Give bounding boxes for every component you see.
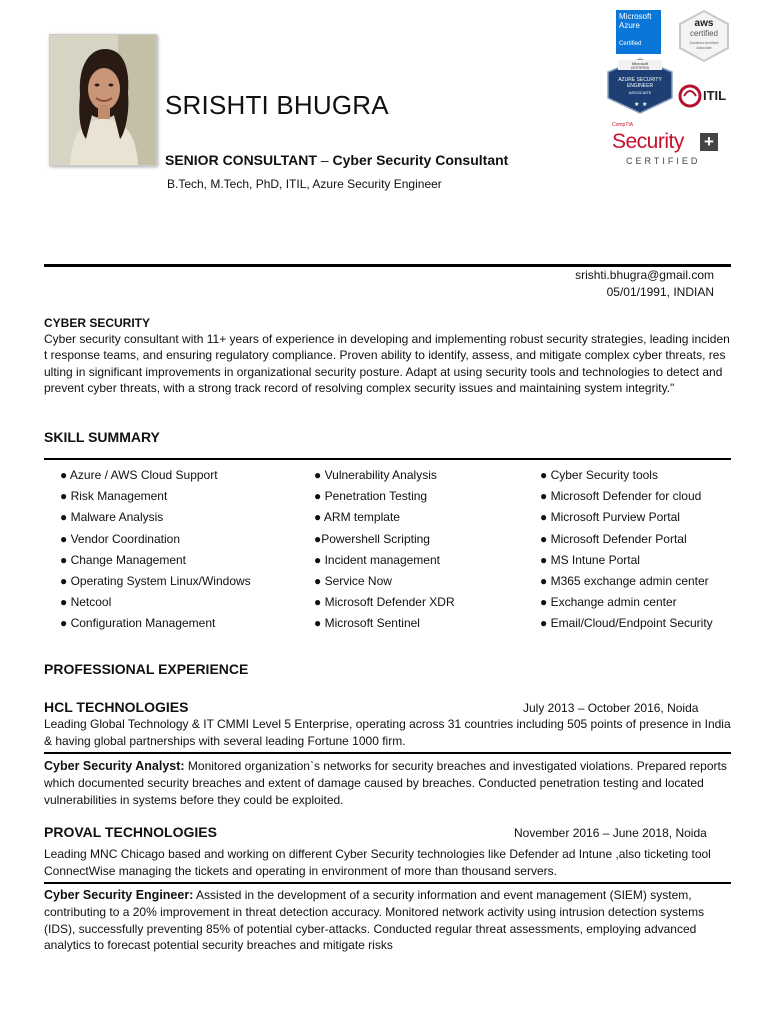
- skill-item: ● Service Now: [314, 573, 392, 588]
- company-name: PROVAL TECHNOLOGIES: [44, 824, 217, 840]
- degrees: B.Tech, M.Tech, PhD, ITIL, Azure Security Engineer: [167, 177, 442, 191]
- skill-item: ● Configuration Management: [60, 616, 216, 631]
- comptia-line3: +: [700, 133, 718, 151]
- comptia-line1: CompTIA: [612, 122, 634, 128]
- title-separator: –: [316, 152, 333, 168]
- skill-item: ● Email/Cloud/Endpoint Security: [540, 616, 713, 631]
- skill-item: ● ARM template: [314, 510, 400, 525]
- experience-heading: PROFESSIONAL EXPERIENCE: [44, 661, 249, 677]
- skill-item: ● MS Intune Portal: [540, 552, 640, 567]
- aws-line4: Associate: [696, 46, 712, 50]
- email[interactable]: srishti.bhugra@gmail.com: [575, 268, 714, 282]
- itil-swirl-icon: [678, 82, 702, 110]
- itil-text: ITIL: [703, 88, 727, 103]
- summary-text: Cyber security consultant with 11+ years of experience in developing and implementing robust security strategies, leading incident response teams, and ensuring regulatory compliance. Proven ability to identify, assess, and mitigate complex cyber threats, resulting in significant improvements in organizational security posture. Adapt at using security tools and technologies to detect and prevent cyber threats, with a strong track record of resolving complex security issues and maintaining system integrity.": [44, 332, 730, 395]
- job-divider: [44, 752, 731, 754]
- aws-line2: certified: [689, 29, 718, 38]
- candidate-name: SRISHTI BHUGRA: [165, 90, 389, 120]
- skills-divider: [44, 458, 731, 460]
- skill-item: ● Exchange admin center: [540, 595, 677, 610]
- aws-line3: Solutions Architect: [689, 41, 719, 45]
- skill-item: ● Microsoft Sentinel: [314, 616, 420, 631]
- header-divider: [44, 264, 731, 267]
- ms-sec-line1: Microsoft: [631, 61, 649, 66]
- skill-item: ● Risk Management: [60, 489, 168, 504]
- job-dates: July 2013 – October 2016, Noida: [523, 701, 699, 715]
- title-sub: Cyber Security Consultant: [332, 152, 509, 168]
- ms-sec-line2: CERTIFIED: [630, 66, 650, 70]
- job-divider: [44, 882, 731, 884]
- skill-item: ● M365 exchange admin center: [540, 573, 709, 588]
- skill-item: ● Microsoft Defender Portal: [540, 531, 687, 546]
- skill-item: ● Vendor Coordination: [60, 531, 180, 546]
- title-role: SENIOR CONSULTANT: [165, 152, 317, 168]
- job-title: [165, 152, 508, 168]
- company-name: HCL TECHNOLOGIES: [44, 699, 189, 715]
- skill-item: ●Powershell Scripting: [314, 531, 430, 546]
- skill-item: ● Microsoft Defender for cloud: [540, 489, 702, 504]
- summary-heading: CYBER SECURITY: [44, 316, 151, 330]
- azure-line2: Azure: [619, 21, 640, 30]
- aws-certified-badge: [678, 10, 730, 62]
- role-desc: Monitored organization`s networks for security breaches and investigated violations. Prepared reports which documented security breaches and extent of damage caused by breaches. Conducted penetration testing and located vulnerabilities in systems before they could be exploited.: [44, 759, 727, 807]
- role-description: [44, 758, 732, 808]
- skill-item: ● Operating System Linux/Windows: [60, 573, 251, 588]
- skills-column-2: [314, 468, 455, 638]
- company-about: Leading MNC Chicago based and working on different Cyber Security technologies like Defender ad Intune ,also ticketing tool ConnectWise managing the tickets and operating in environment of more than thousand servers.: [44, 847, 711, 878]
- ms-sec-line5: ASSOCIATE: [628, 90, 652, 95]
- skill-item: ● Azure / AWS Cloud Support: [60, 468, 218, 482]
- svg-text:★: ★: [634, 102, 640, 108]
- role-title: Cyber Security Analyst:: [44, 759, 185, 773]
- skills-column-1: [60, 468, 251, 638]
- role-description: [44, 887, 732, 954]
- skill-item: ● Microsoft Purview Portal: [540, 510, 680, 525]
- skills-heading: SKILL SUMMARY: [44, 429, 160, 445]
- aws-line1: aws: [694, 18, 714, 29]
- svg-text:★: ★: [642, 102, 648, 108]
- skill-item: ● Penetration Testing: [314, 489, 428, 504]
- role-desc: Assisted in the development of a security information and event management (SIEM) system, contributing to a 20% improvement in threat detection accuracy. Monitored network activity using intrusion detection systems (IDS), successfully preventing 85% of potential cyber-attacks. Conducted regular threat assessments, employing advanced analytics to forecast potential security breaches and mitigate risks: [44, 888, 705, 953]
- dob-nationality: 05/01/1991, INDIAN: [606, 285, 714, 299]
- comptia-line2: Security: [612, 130, 684, 153]
- azure-certified-badge: [616, 10, 661, 54]
- skill-item: ● Microsoft Defender XDR: [314, 595, 455, 610]
- skill-item: ● Change Management: [60, 552, 186, 567]
- comptia-line4: CERTIFIED: [626, 156, 701, 166]
- job-dates: November 2016 – June 2018, Noida: [514, 826, 707, 840]
- skill-item: ● Vulnerability Analysis: [314, 468, 437, 482]
- skills-column-3: [540, 468, 713, 638]
- skill-item: ● Incident management: [314, 552, 440, 567]
- comptia-security-plus-badge: [610, 122, 720, 168]
- skill-item: ● Cyber Security tools: [540, 468, 658, 482]
- ms-sec-line4: ENGINEER: [626, 83, 654, 89]
- skill-item: ● Malware Analysis: [60, 510, 164, 525]
- azure-line1: Microsoft: [619, 12, 652, 21]
- company-about: Leading Global Technology & IT CMMI Level 5 Enterprise, operating across 31 countries including 505 points of presence in India & having global partnerships with several leading Fortune 1000 firm.: [44, 717, 731, 748]
- skill-item: ● Netcool: [60, 595, 112, 610]
- role-title: Cyber Security Engineer:: [44, 888, 194, 902]
- ms-sec-line3: AZURE SECURITY: [618, 77, 662, 83]
- itil-badge: [678, 82, 730, 110]
- azure-line3: Certified: [619, 41, 642, 47]
- azure-security-engineer-badge: [604, 58, 676, 114]
- profile-photo: [49, 34, 157, 166]
